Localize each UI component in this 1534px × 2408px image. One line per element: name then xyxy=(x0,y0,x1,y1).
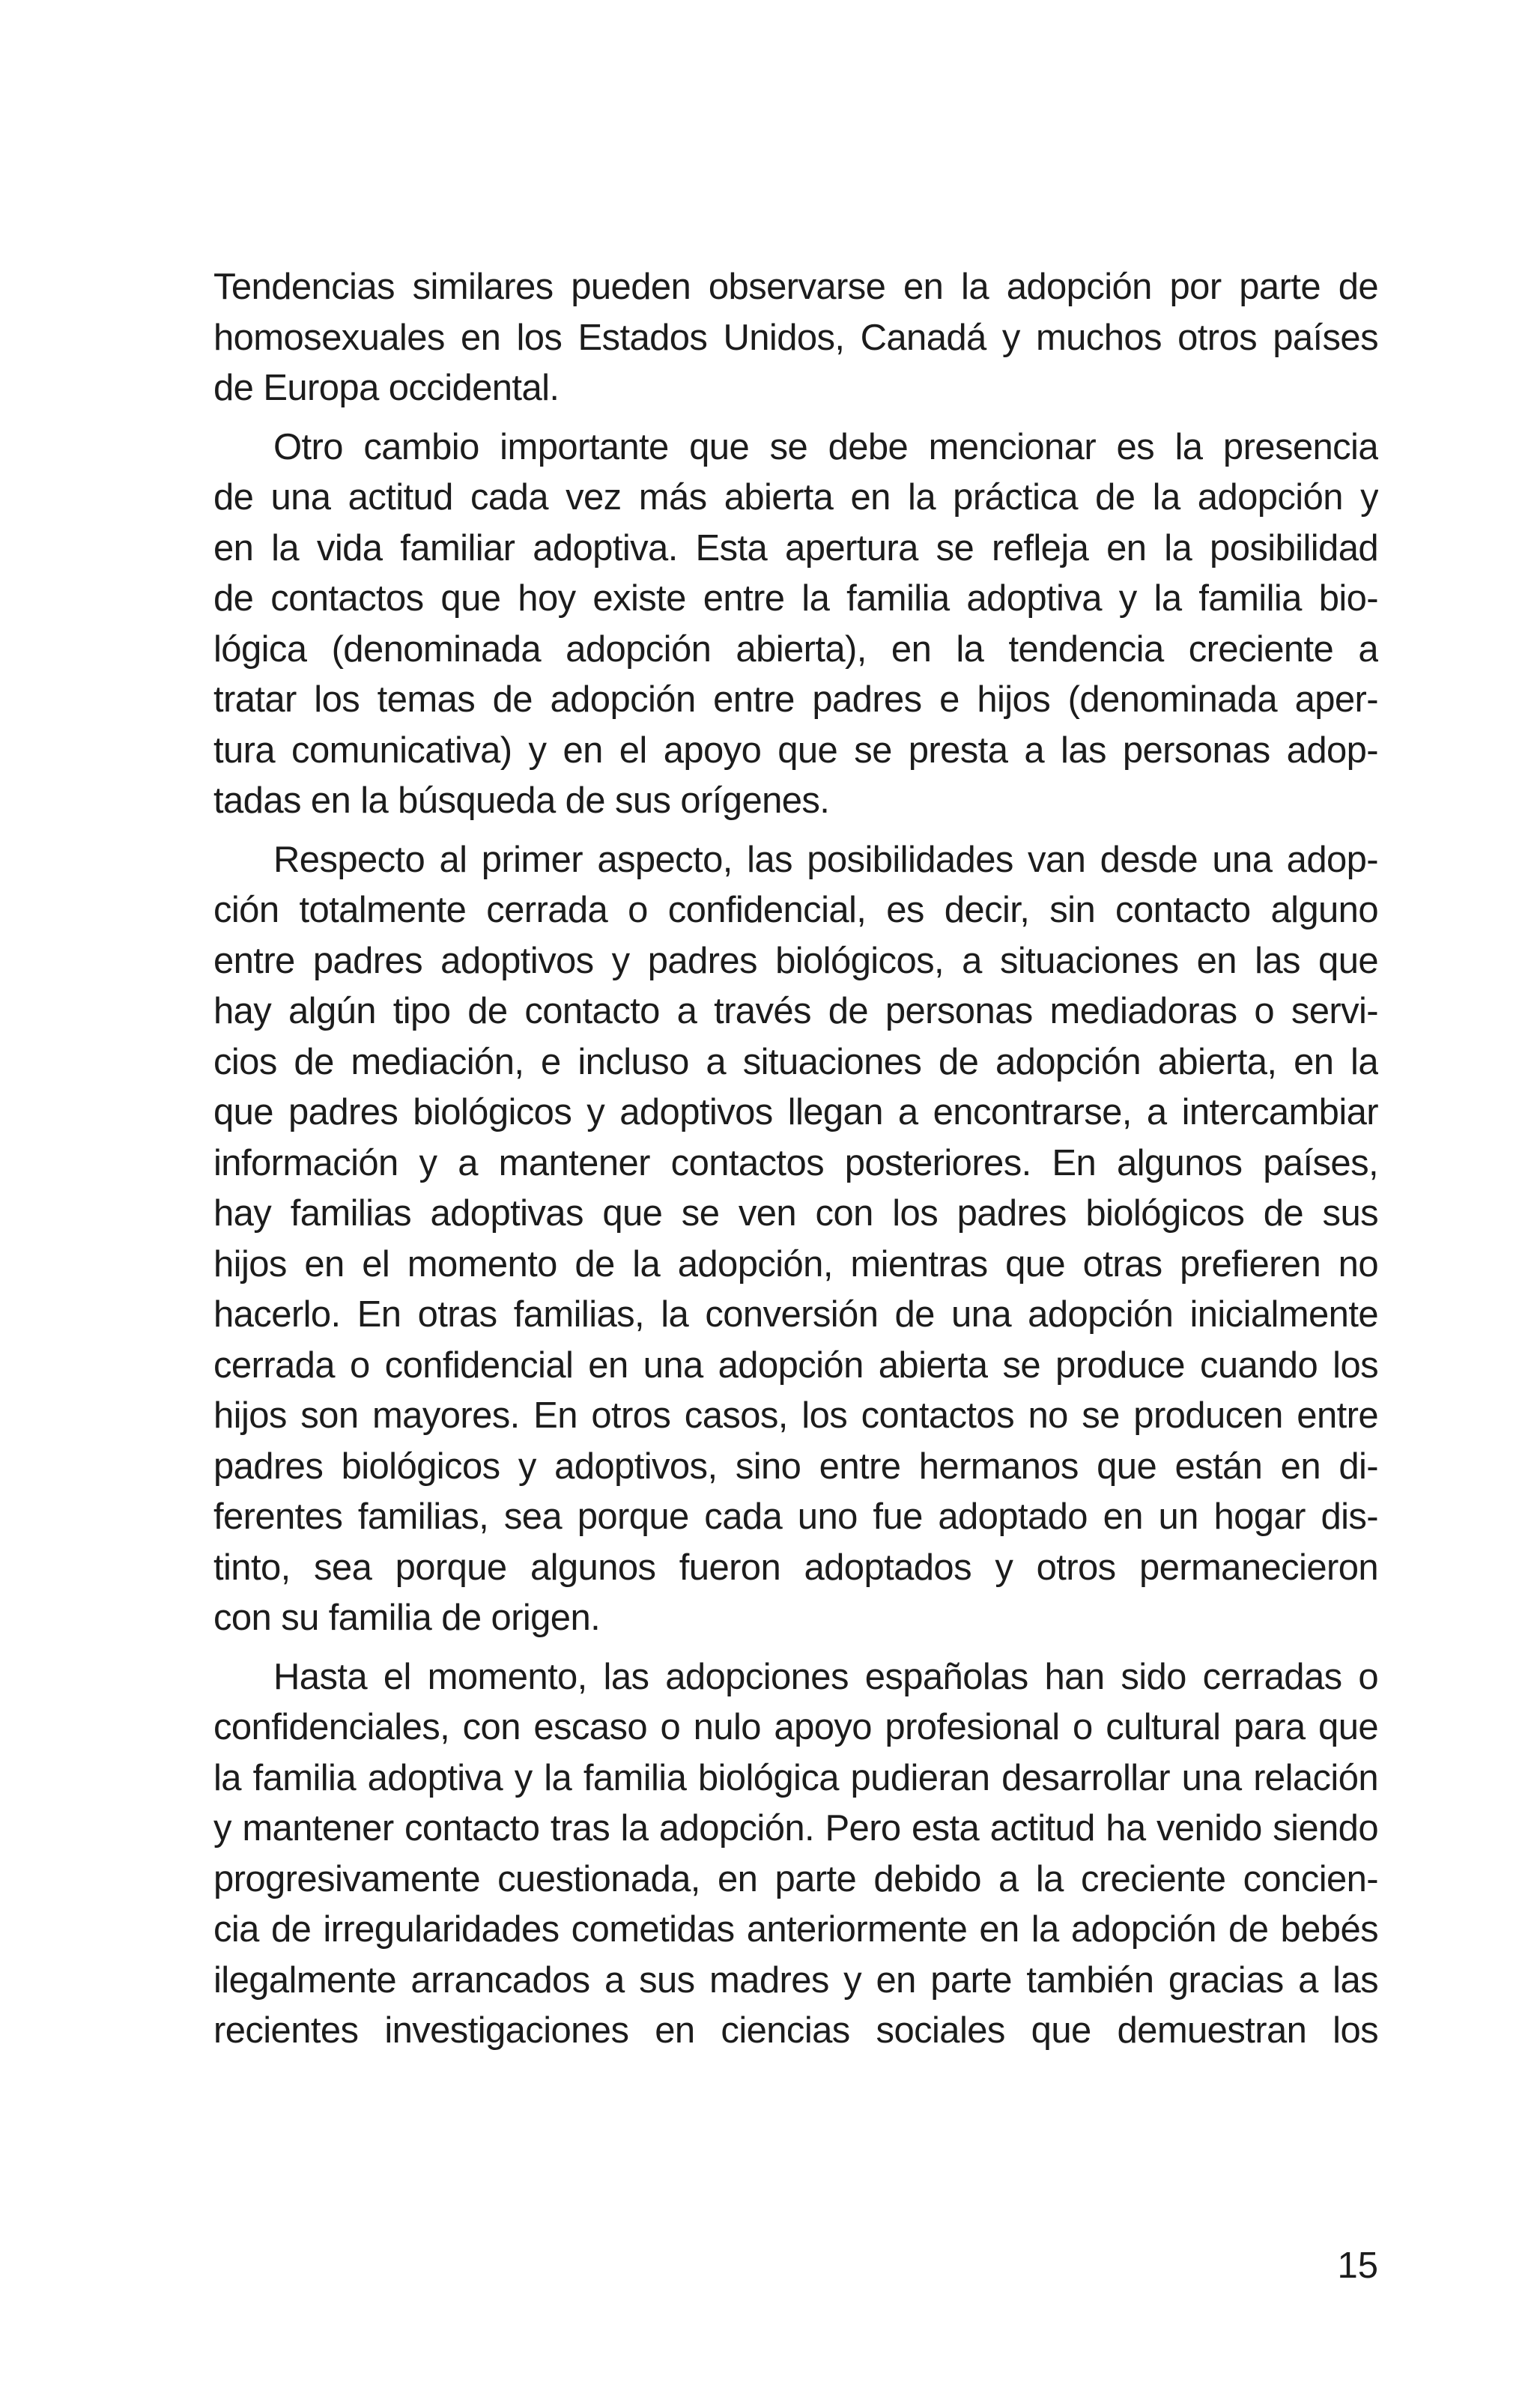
paragraph-gap xyxy=(213,1644,1378,1652)
paragraph xyxy=(213,422,1378,827)
text-line: Hasta el momento, las adopciones españolas han sido cerradas o xyxy=(273,1656,1378,1697)
text-line: tinto, sea porque algunos fueron adoptados y otros permanecieron xyxy=(213,1547,1378,1588)
text-line: información y a mantener contactos posteriores. En algunos países, xyxy=(213,1142,1378,1183)
text-line: de contactos que hoy existe entre la familia adoptiva y la familia bio- xyxy=(213,578,1378,619)
text-line: y mantener contacto tras la adopción. Pero esta actitud ha venido siendo xyxy=(213,1808,1378,1849)
paragraph-gap xyxy=(213,827,1378,835)
text-line: confidenciales, con escaso o nulo apoyo profesional o cultural para que xyxy=(213,1707,1378,1747)
text-line: cia de irregularidades cometidas anteriormente en la adopción de bebés xyxy=(213,1909,1378,1950)
text-line: que padres biológicos y adoptivos llegan a encontrarse, a intercambiar xyxy=(213,1092,1378,1132)
text-line: ilegalmente arrancados a sus madres y en parte también gracias a las xyxy=(213,1959,1378,2001)
text-line: entre padres adoptivos y padres biológicos, a situaciones en las que xyxy=(213,940,1378,981)
text-line: progresivamente cuestionada, en parte debido a la creciente concien- xyxy=(213,1858,1378,1899)
text-line: hacerlo. En otras familias, la conversión de una adopción inicialmente xyxy=(213,1294,1378,1335)
text-line: la familia adoptiva y la familia biológica pudieran desarrollar una relación xyxy=(213,1757,1378,1798)
text-line: Tendencias similares pueden observarse en la adopción por parte de xyxy=(213,267,1378,307)
text-line: hijos son mayores. En otros casos, los contactos no se producen entre xyxy=(213,1395,1378,1436)
text-line: hay algún tipo de contacto a través de personas mediadoras o servi- xyxy=(213,991,1378,1031)
text-line: homosexuales en los Estados Unidos, Canadá y muchos otros países xyxy=(213,317,1378,358)
text-line: recientes investigaciones en ciencias sociales que demuestran los xyxy=(213,2010,1378,2051)
text-line: cerrada o confidencial en una adopción abierta se produce cuando los xyxy=(213,1344,1378,1386)
paragraph xyxy=(213,1652,1378,2057)
text-line: ción totalmente cerrada o confidencial, es decir, sin contacto alguno xyxy=(213,890,1378,930)
text-line: ferentes familias, sea porque cada uno fue adoptado en un hogar dis- xyxy=(213,1496,1378,1537)
text-line: Otro cambio importante que se debe mencionar es la presencia xyxy=(273,426,1378,467)
text-line: Respecto al primer aspecto, las posibilidades van desde una adop- xyxy=(273,839,1378,880)
text-line: de una actitud cada vez más abierta en la práctica de la adopción y xyxy=(213,477,1378,518)
paragraph xyxy=(213,262,1378,414)
text-line: tratar los temas de adopción entre padres e hijos (denominada aper- xyxy=(213,679,1378,720)
text-line: de Europa occidental. xyxy=(213,368,560,408)
page-number: 15 xyxy=(1337,2245,1378,2286)
text-line: tadas en la búsqueda de sus orígenes. xyxy=(213,780,830,821)
text-line: con su familia de origen. xyxy=(213,1598,601,1638)
paragraph xyxy=(213,835,1378,1644)
text-line: padres biológicos y adoptivos, sino entre hermanos que están en di- xyxy=(213,1446,1378,1487)
text-line: hijos en el momento de la adopción, mientras que otras prefieren no xyxy=(213,1243,1378,1285)
text-line: en la vida familiar adoptiva. Esta apertura se refleja en la posibilidad xyxy=(213,527,1378,568)
body-text xyxy=(213,262,1378,2057)
text-line: tura comunicativa) y en el apoyo que se presta a las personas adop- xyxy=(213,730,1378,771)
text-line: hay familias adoptivas que se ven con los padres biológicos de sus xyxy=(213,1193,1378,1234)
paragraph-gap xyxy=(213,414,1378,422)
text-line: cios de mediación, e incluso a situaciones de adopción abierta, en la xyxy=(213,1041,1378,1082)
text-line: lógica (denominada adopción abierta), en la tendencia creciente a xyxy=(213,628,1378,670)
